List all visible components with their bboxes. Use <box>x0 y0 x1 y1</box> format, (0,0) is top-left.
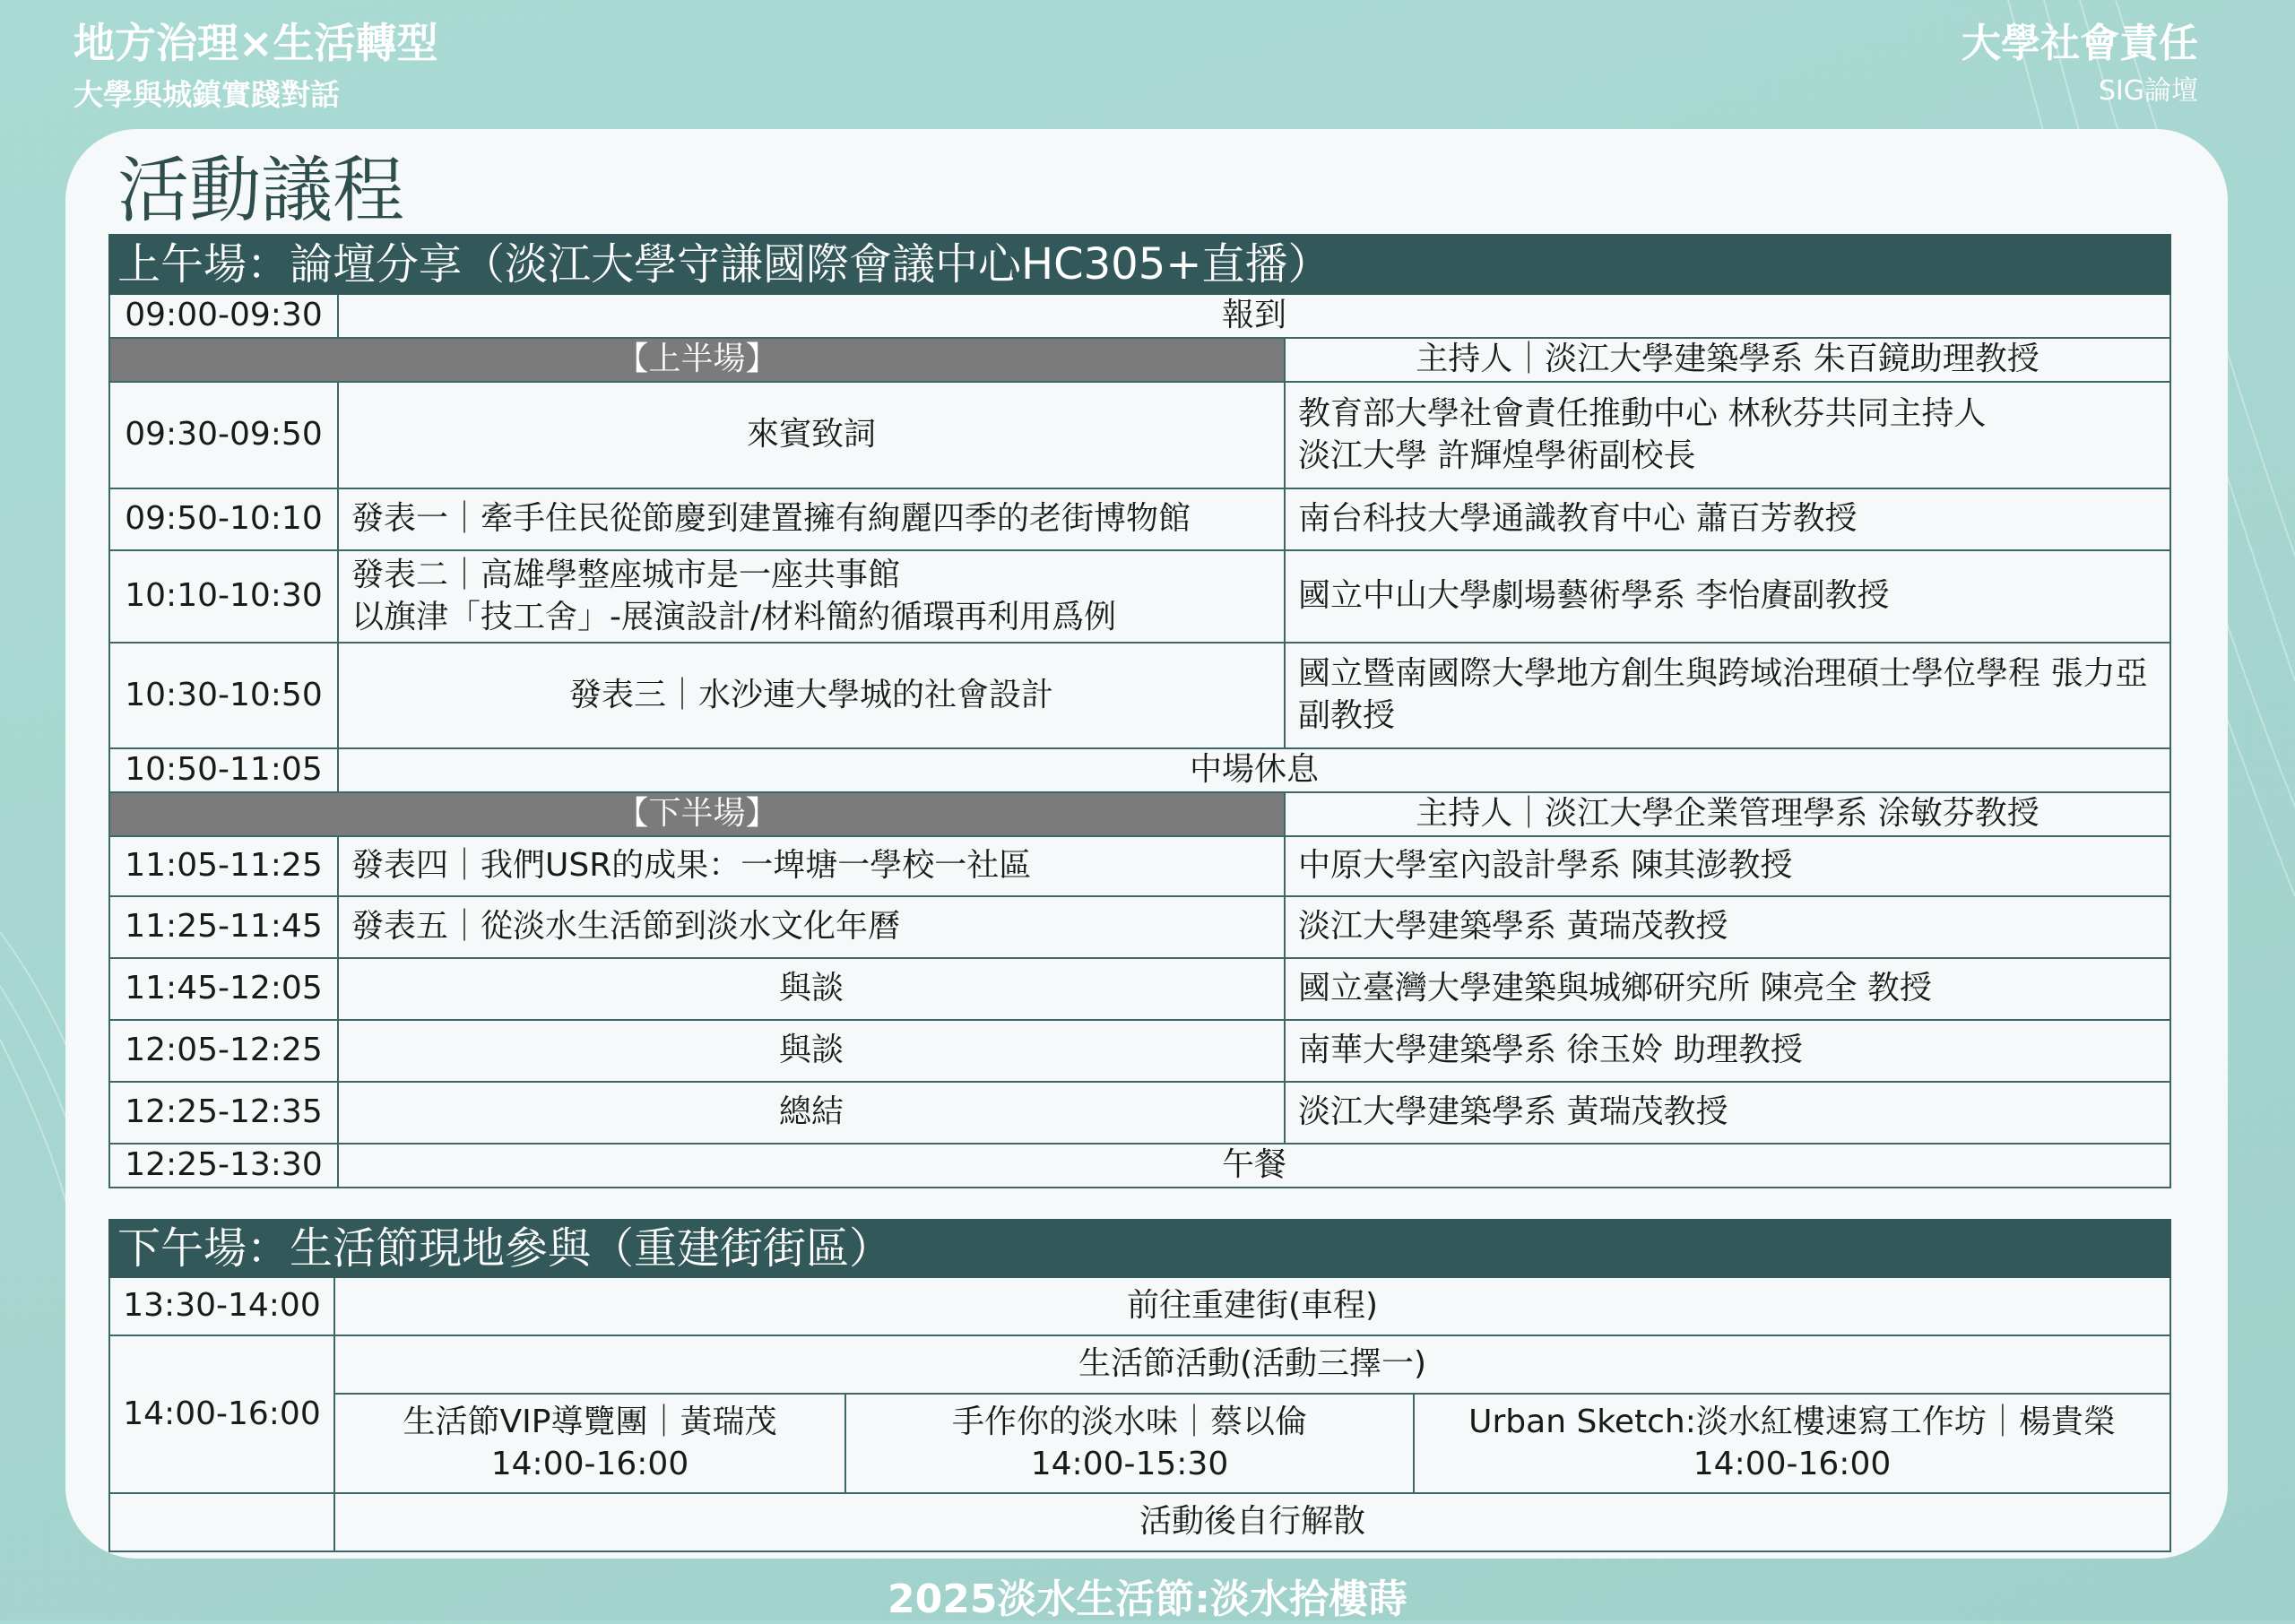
table-row <box>109 643 2170 748</box>
second-half-header <box>109 792 2170 836</box>
time-cell: 13:30-14:00 <box>109 1277 334 1335</box>
topic-cell: 與談 <box>338 1020 1285 1082</box>
topic-cell <box>338 382 1285 488</box>
time-cell: 14:00-16:00 <box>109 1335 334 1493</box>
table-row <box>109 958 2170 1020</box>
table-row <box>109 836 2170 896</box>
topic-line: 發表一｜牽手住民從節慶到建置擁有絢麗四季的老街博物館 <box>351 500 1191 538</box>
table-row <box>109 1082 2170 1144</box>
activity-option <box>845 1394 1414 1493</box>
travel-label: 前往重建街(車程) <box>334 1277 2170 1335</box>
topic-cell: 發表五｜從淡水生活節到淡水文化年曆 <box>338 896 1285 958</box>
speaker-line: 教育部大學社會責任推動中心 林秋芬共同主持人 <box>1298 394 1987 432</box>
topic-cell <box>338 643 1285 748</box>
topic-line: 來賓致詞 <box>746 416 876 454</box>
first-half-host: 主持人｜淡江大學建築學系 朱百鏡助理教授 <box>1285 338 2170 382</box>
speaker-cell <box>1285 382 2170 488</box>
footer-title: 2025淡水生活節:淡水拾樓蒔 <box>887 1576 1408 1622</box>
table-row <box>109 488 2170 550</box>
activity-option-name: Urban Sketch:淡水紅樓速寫工作坊｜楊貴榮 <box>1468 1404 2116 1441</box>
topic-cell: 發表四｜我們USR的成果：一埤塘一學校一社區 <box>338 836 1285 896</box>
activity-option-time: 14:00-15:30 <box>1030 1445 1229 1482</box>
speaker-line: 淡江大學 許輝煌學術副校長 <box>1298 436 1696 474</box>
time-cell: 09:30-09:50 <box>109 382 338 488</box>
table-row <box>109 748 2170 792</box>
lunch-label: 午餐 <box>338 1144 2170 1188</box>
time-cell: 10:10-10:30 <box>109 550 338 643</box>
activity-option-time: 14:00-16:00 <box>490 1445 689 1482</box>
speaker-cell: 國立臺灣大學建築與城鄉研究所 陳亮全 教授 <box>1285 958 2170 1020</box>
time-cell: 11:25-11:45 <box>109 896 338 958</box>
speaker-line: 南台科技大學通識教育中心 蕭百芳教授 <box>1298 500 1858 538</box>
time-cell: 09:50-10:10 <box>109 488 338 550</box>
time-cell <box>109 1493 334 1551</box>
topic-line: 發表三｜水沙連大學城的社會設計 <box>568 676 1053 713</box>
time-cell: 12:25-12:35 <box>109 1082 338 1144</box>
topic-cell: 總結 <box>338 1082 1285 1144</box>
time-cell: 11:45-12:05 <box>109 958 338 1020</box>
speaker-cell <box>1285 643 2170 748</box>
activity-option <box>334 1394 845 1493</box>
table-row <box>109 1020 2170 1082</box>
table-row <box>109 1335 2170 1394</box>
topic-cell <box>338 550 1285 643</box>
first-half-header <box>109 338 2170 382</box>
second-half-label: 【下半場】 <box>109 792 1285 836</box>
topic-cell <box>338 488 1285 550</box>
afternoon-table <box>108 1219 2171 1552</box>
time-cell: 10:50-11:05 <box>109 748 338 792</box>
table-row <box>109 896 2170 958</box>
activity-option <box>1414 1394 2170 1493</box>
time-cell: 12:25-13:30 <box>109 1144 338 1188</box>
time-cell: 11:05-11:25 <box>109 836 338 896</box>
forum-title: 大學社會責任 <box>1962 21 2198 66</box>
activity-options-row <box>109 1394 2170 1493</box>
second-half-host: 主持人｜淡江大學企業管理學系 涂敏芬教授 <box>1285 792 2170 836</box>
speaker-cell: 淡江大學建築學系 黃瑞茂教授 <box>1285 1082 2170 1144</box>
activity-option-time: 14:00-16:00 <box>1693 1445 1892 1482</box>
dismiss-label: 活動後自行解散 <box>334 1493 2170 1551</box>
activity-option-name: 手作你的淡水味｜蔡以倫 <box>951 1404 1307 1441</box>
activity-option-name: 生活節VIP導覽團｜黃瑞茂 <box>403 1404 777 1441</box>
speaker-cell: 中原大學室內設計學系 陳其澎教授 <box>1285 836 2170 896</box>
speaker-line: 國立中山大學劇場藝術學系 李怡賡副教授 <box>1298 577 1890 615</box>
morning-section-title: 上午場：論壇分享（淡江大學守謙國際會議中心HC305+直播） <box>109 235 2170 294</box>
table-row <box>109 1144 2170 1188</box>
event-title: 地方治理×生活轉型 <box>74 19 438 67</box>
speaker-cell: 淡江大學建築學系 黃瑞茂教授 <box>1285 896 2170 958</box>
table-row <box>109 382 2170 488</box>
topic-line: 以旗津「技工舍」-展演設計/材料簡約循環再利用爲例 <box>351 598 1117 635</box>
morning-table <box>108 234 2171 1188</box>
topic-line: 發表二｜高雄學整座城市是一座共事館 <box>351 556 901 593</box>
speaker-cell <box>1285 550 2170 643</box>
table-row <box>109 1493 2170 1551</box>
afternoon-section-title: 下午場：生活節現地參與（重建街街區） <box>109 1220 2170 1277</box>
speaker-cell <box>1285 488 2170 550</box>
page-title: 活動議程 <box>117 149 404 232</box>
time-cell: 10:30-10:50 <box>109 643 338 748</box>
break-label: 中場休息 <box>338 748 2170 792</box>
forum-subtitle: SIG論壇 <box>2098 75 2198 107</box>
table-row <box>109 294 2170 338</box>
table-row <box>109 1277 2170 1335</box>
time-cell: 12:05-12:25 <box>109 1020 338 1082</box>
first-half-label: 【上半場】 <box>109 338 1285 382</box>
topic-cell: 與談 <box>338 958 1285 1020</box>
activity-label: 生活節活動(活動三擇一) <box>334 1335 2170 1394</box>
time-cell: 09:00-09:30 <box>109 294 338 338</box>
speaker-cell: 南華大學建築學系 徐玉姈 助理教授 <box>1285 1020 2170 1082</box>
speaker-line: 國立暨南國際大學地方創生與跨域治理碩士學位學程 張力亞副教授 <box>1298 655 2148 734</box>
registration-label: 報到 <box>338 294 2170 338</box>
event-subtitle: 大學與城鎮實踐對話 <box>74 77 340 112</box>
table-row <box>109 550 2170 643</box>
